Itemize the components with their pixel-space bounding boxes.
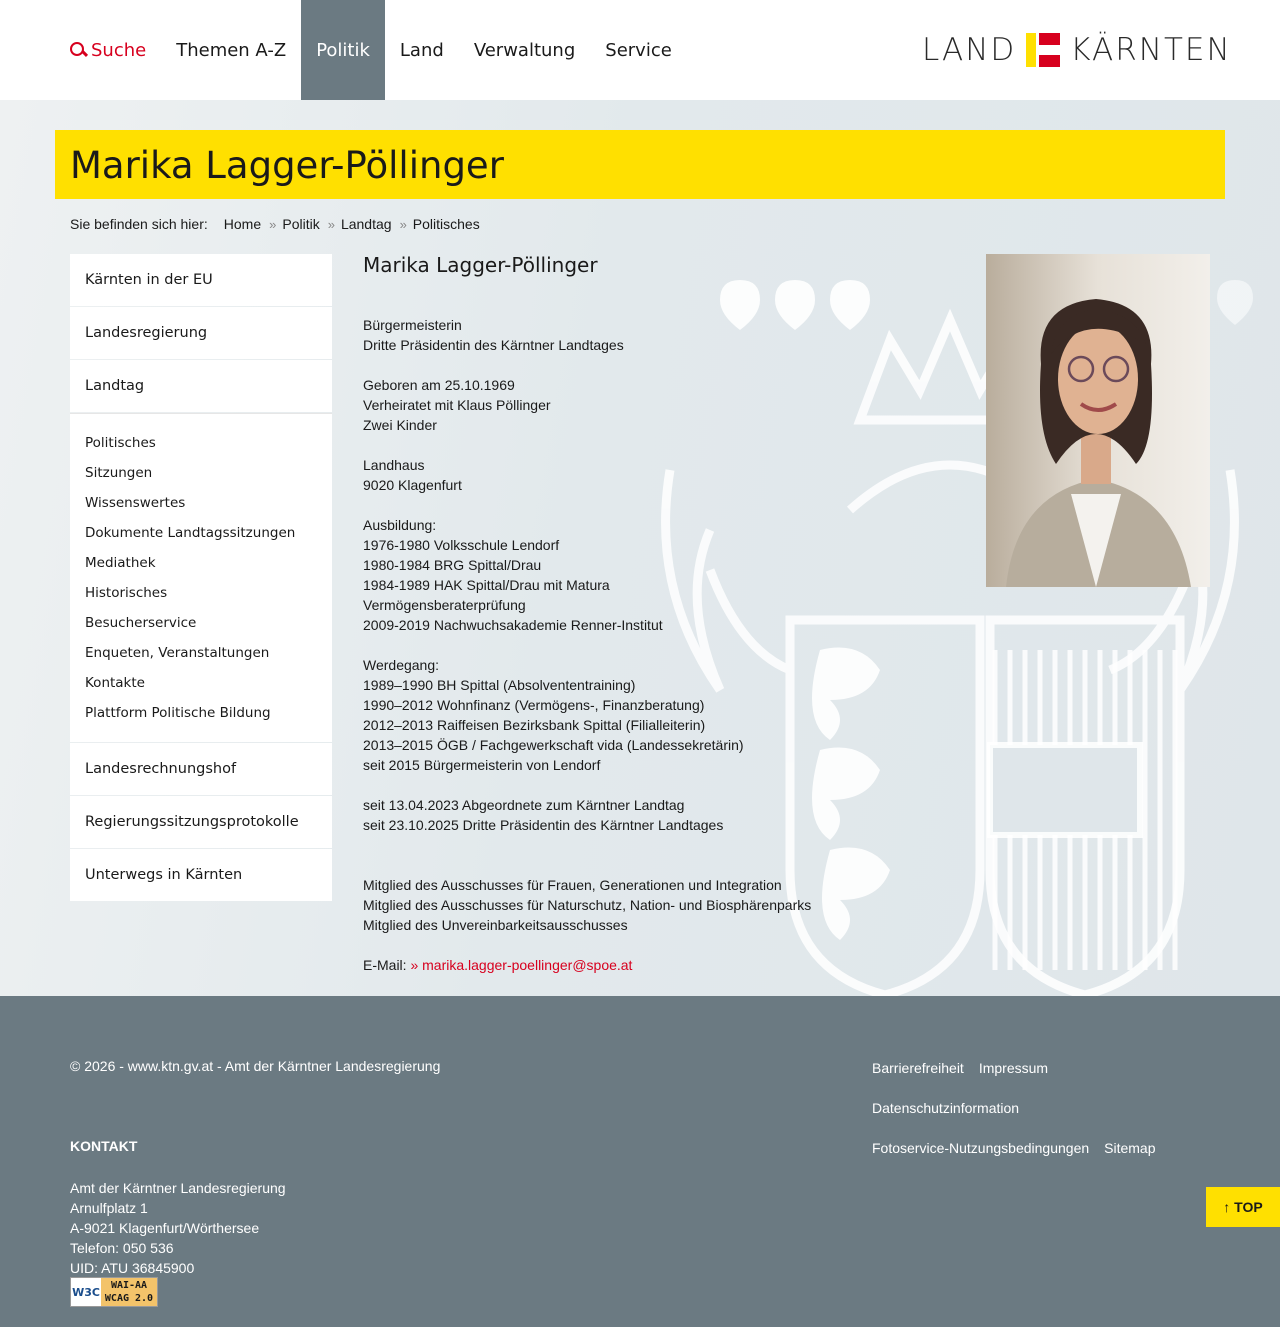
- breadcrumb-landtag[interactable]: Landtag: [340, 216, 392, 232]
- career-line: 2013–2015 ÖGB / Fachgewerkschaft vida (Landessekretärin): [363, 737, 744, 753]
- sidebar-subitem-sitzungen[interactable]: Sitzungen: [85, 465, 153, 481]
- personal-line: Zwei Kinder: [363, 417, 437, 433]
- sidebar-item-landesregierung[interactable]: Landesregierung: [70, 307, 332, 359]
- sidebar-subitem-dokumente[interactable]: Dokumente Landtagssitzungen: [85, 525, 296, 541]
- education-line: 2009-2019 Nachwuchsakademie Renner-Institut: [363, 617, 663, 633]
- breadcrumb-separator-icon: »: [327, 216, 335, 232]
- sidebar-item-protokolle[interactable]: Regierungssitzungsprotokolle: [70, 796, 332, 848]
- career-line: 1989–1990 BH Spittal (Absolvententraining): [363, 677, 636, 693]
- sidebar-item-eu[interactable]: Kärnten in der EU: [70, 254, 332, 306]
- sidebar-subitem-enqueten[interactable]: Enqueten, Veranstaltungen: [85, 645, 270, 661]
- kontakt-address: [70, 1178, 286, 1278]
- address-line: 9020 Klagenfurt: [363, 477, 462, 493]
- committee-line: Mitglied des Unvereinbarkeitsausschusses: [363, 917, 628, 933]
- site-footer: [0, 996, 1280, 1327]
- kontakt-line: Amt der Kärntner Landesregierung: [70, 1180, 286, 1196]
- copyright-text: © 2026 - www.ktn.gv.at - Amt der Kärntner Landesregierung: [70, 1058, 441, 1074]
- page-title: Marika Lagger-Pöllinger: [70, 144, 504, 187]
- footer-link-sitemap[interactable]: Sitemap: [1104, 1140, 1156, 1156]
- back-to-top-button[interactable]: ↑ TOP: [1206, 1187, 1280, 1227]
- w3c-logo-icon: W3C: [72, 1285, 100, 1299]
- footer-link-fotoservice[interactable]: Fotoservice-Nutzungsbedingungen: [872, 1140, 1090, 1156]
- sidebar-subitem-mediathek[interactable]: Mediathek: [85, 555, 156, 571]
- kontakt-line: Arnulfplatz 1: [70, 1200, 148, 1216]
- sidebar-subitem-kontakte[interactable]: Kontakte: [85, 675, 145, 691]
- education-heading: Ausbildung:: [363, 517, 437, 533]
- kontakt-line: UID: ATU 36845900: [70, 1260, 195, 1276]
- breadcrumb-separator-icon: »: [399, 216, 407, 232]
- sidebar-subitem-bildung[interactable]: Plattform Politische Bildung: [85, 705, 271, 721]
- logo-flag-icon: [1026, 33, 1060, 67]
- breadcrumb-politisches[interactable]: Politisches: [412, 216, 480, 232]
- nav-politik[interactable]: Politik: [301, 0, 385, 100]
- committee-line: Mitglied des Ausschusses für Naturschutz, Nation- und Biosphärenparks: [363, 897, 812, 913]
- page-title-bar: [55, 130, 1225, 199]
- profile-heading: Marika Lagger-Pöllinger: [363, 253, 598, 277]
- education-line: Vermögensberaterprüfung: [363, 597, 526, 613]
- kontakt-line: A-9021 Klagenfurt/Wörthersee: [70, 1220, 260, 1236]
- personal-line: Verheiratet mit Klaus Pöllinger: [363, 397, 551, 413]
- career-line: 1990–2012 Wohnfinanz (Vermögens-, Finanzberatung): [363, 697, 705, 713]
- career-line: seit 2015 Bürgermeisterin von Lendorf: [363, 757, 601, 773]
- wcag-line2: WCAG 2.0: [104, 1293, 154, 1304]
- sidebar-nav: [70, 254, 332, 902]
- footer-links: [872, 1058, 1217, 1158]
- wcag-line1: WAI-AA: [110, 1280, 148, 1291]
- footer-link-datenschutz[interactable]: Datenschutzinformation: [872, 1100, 1020, 1116]
- career-heading: Werdegang:: [363, 657, 440, 673]
- sidebar-item-landtag[interactable]: Landtag: [70, 360, 332, 412]
- breadcrumb-politik[interactable]: Politik: [282, 216, 320, 232]
- site-header: [0, 0, 1280, 100]
- kontakt-line: Telefon: 050 536: [70, 1240, 174, 1256]
- wcag-level: [101, 1278, 157, 1306]
- sidebar-subitem-politisches[interactable]: Politisches: [85, 435, 156, 451]
- education-line: 1984-1989 HAK Spittal/Drau mit Matura: [363, 577, 610, 593]
- logo-word-right: KÄRNTEN: [1070, 32, 1232, 68]
- profile-content: [363, 254, 963, 975]
- breadcrumb: [70, 216, 480, 232]
- logo-word-left: LAND: [922, 32, 1017, 68]
- breadcrumb-home[interactable]: Home: [223, 216, 262, 232]
- education-line: 1976-1980 Volksschule Lendorf: [363, 537, 560, 553]
- search-icon: [70, 42, 86, 58]
- role-line: Dritte Präsidentin des Kärntner Landtages: [363, 337, 624, 353]
- nav-themen[interactable]: Themen A-Z: [176, 39, 287, 61]
- wcag-badge[interactable]: [70, 1277, 158, 1307]
- sidebar-subitem-besucherservice[interactable]: Besucherservice: [85, 615, 197, 631]
- career-line: 2012–2013 Raiffeisen Bezirksbank Spittal (Filialleiterin): [363, 717, 706, 733]
- sidebar-submenu: [70, 413, 332, 742]
- footer-link-impressum[interactable]: Impressum: [978, 1060, 1049, 1076]
- parliament-line: seit 13.04.2023 Abgeordnete zum Kärntner Landtag: [363, 797, 685, 813]
- portrait-image: [986, 254, 1210, 587]
- site-logo[interactable]: [922, 32, 1232, 68]
- sidebar-item-unterwegs[interactable]: Unterwegs in Kärnten: [70, 849, 332, 901]
- breadcrumb-separator-icon: »: [269, 216, 277, 232]
- nav-land[interactable]: Land: [399, 39, 444, 61]
- nav-search[interactable]: [55, 0, 161, 100]
- personal-line: Geboren am 25.10.1969: [363, 377, 515, 393]
- role-line: Bürgermeisterin: [363, 317, 462, 333]
- breadcrumb-label: Sie befinden sich hier:: [70, 216, 208, 232]
- kontakt-heading: KONTAKT: [70, 1138, 138, 1154]
- email-link[interactable]: » marika.lagger-poellinger@spoe.at: [410, 957, 633, 973]
- nav-service[interactable]: Service: [605, 39, 672, 61]
- parliament-line: seit 23.10.2025 Dritte Präsidentin des Kärntner Landtages: [363, 817, 724, 833]
- committee-line: Mitglied des Ausschusses für Frauen, Generationen und Integration: [363, 877, 782, 893]
- sidebar-item-landesrechnungshof[interactable]: Landesrechnungshof: [70, 743, 332, 795]
- nav-search-label: Suche: [91, 39, 147, 61]
- education-line: 1980-1984 BRG Spittal/Drau: [363, 557, 542, 573]
- portrait-photo: [986, 254, 1210, 587]
- email-line: [363, 955, 963, 975]
- address-line: Landhaus: [363, 457, 425, 473]
- sidebar-subitem-wissenswertes[interactable]: Wissenswertes: [85, 495, 186, 511]
- sidebar-subitem-historisches[interactable]: Historisches: [85, 585, 168, 601]
- nav-verwaltung[interactable]: Verwaltung: [473, 39, 576, 61]
- email-label: E-Mail:: [363, 957, 407, 973]
- main-nav: [55, 0, 687, 100]
- footer-link-barrierefreiheit[interactable]: Barrierefreiheit: [872, 1060, 964, 1076]
